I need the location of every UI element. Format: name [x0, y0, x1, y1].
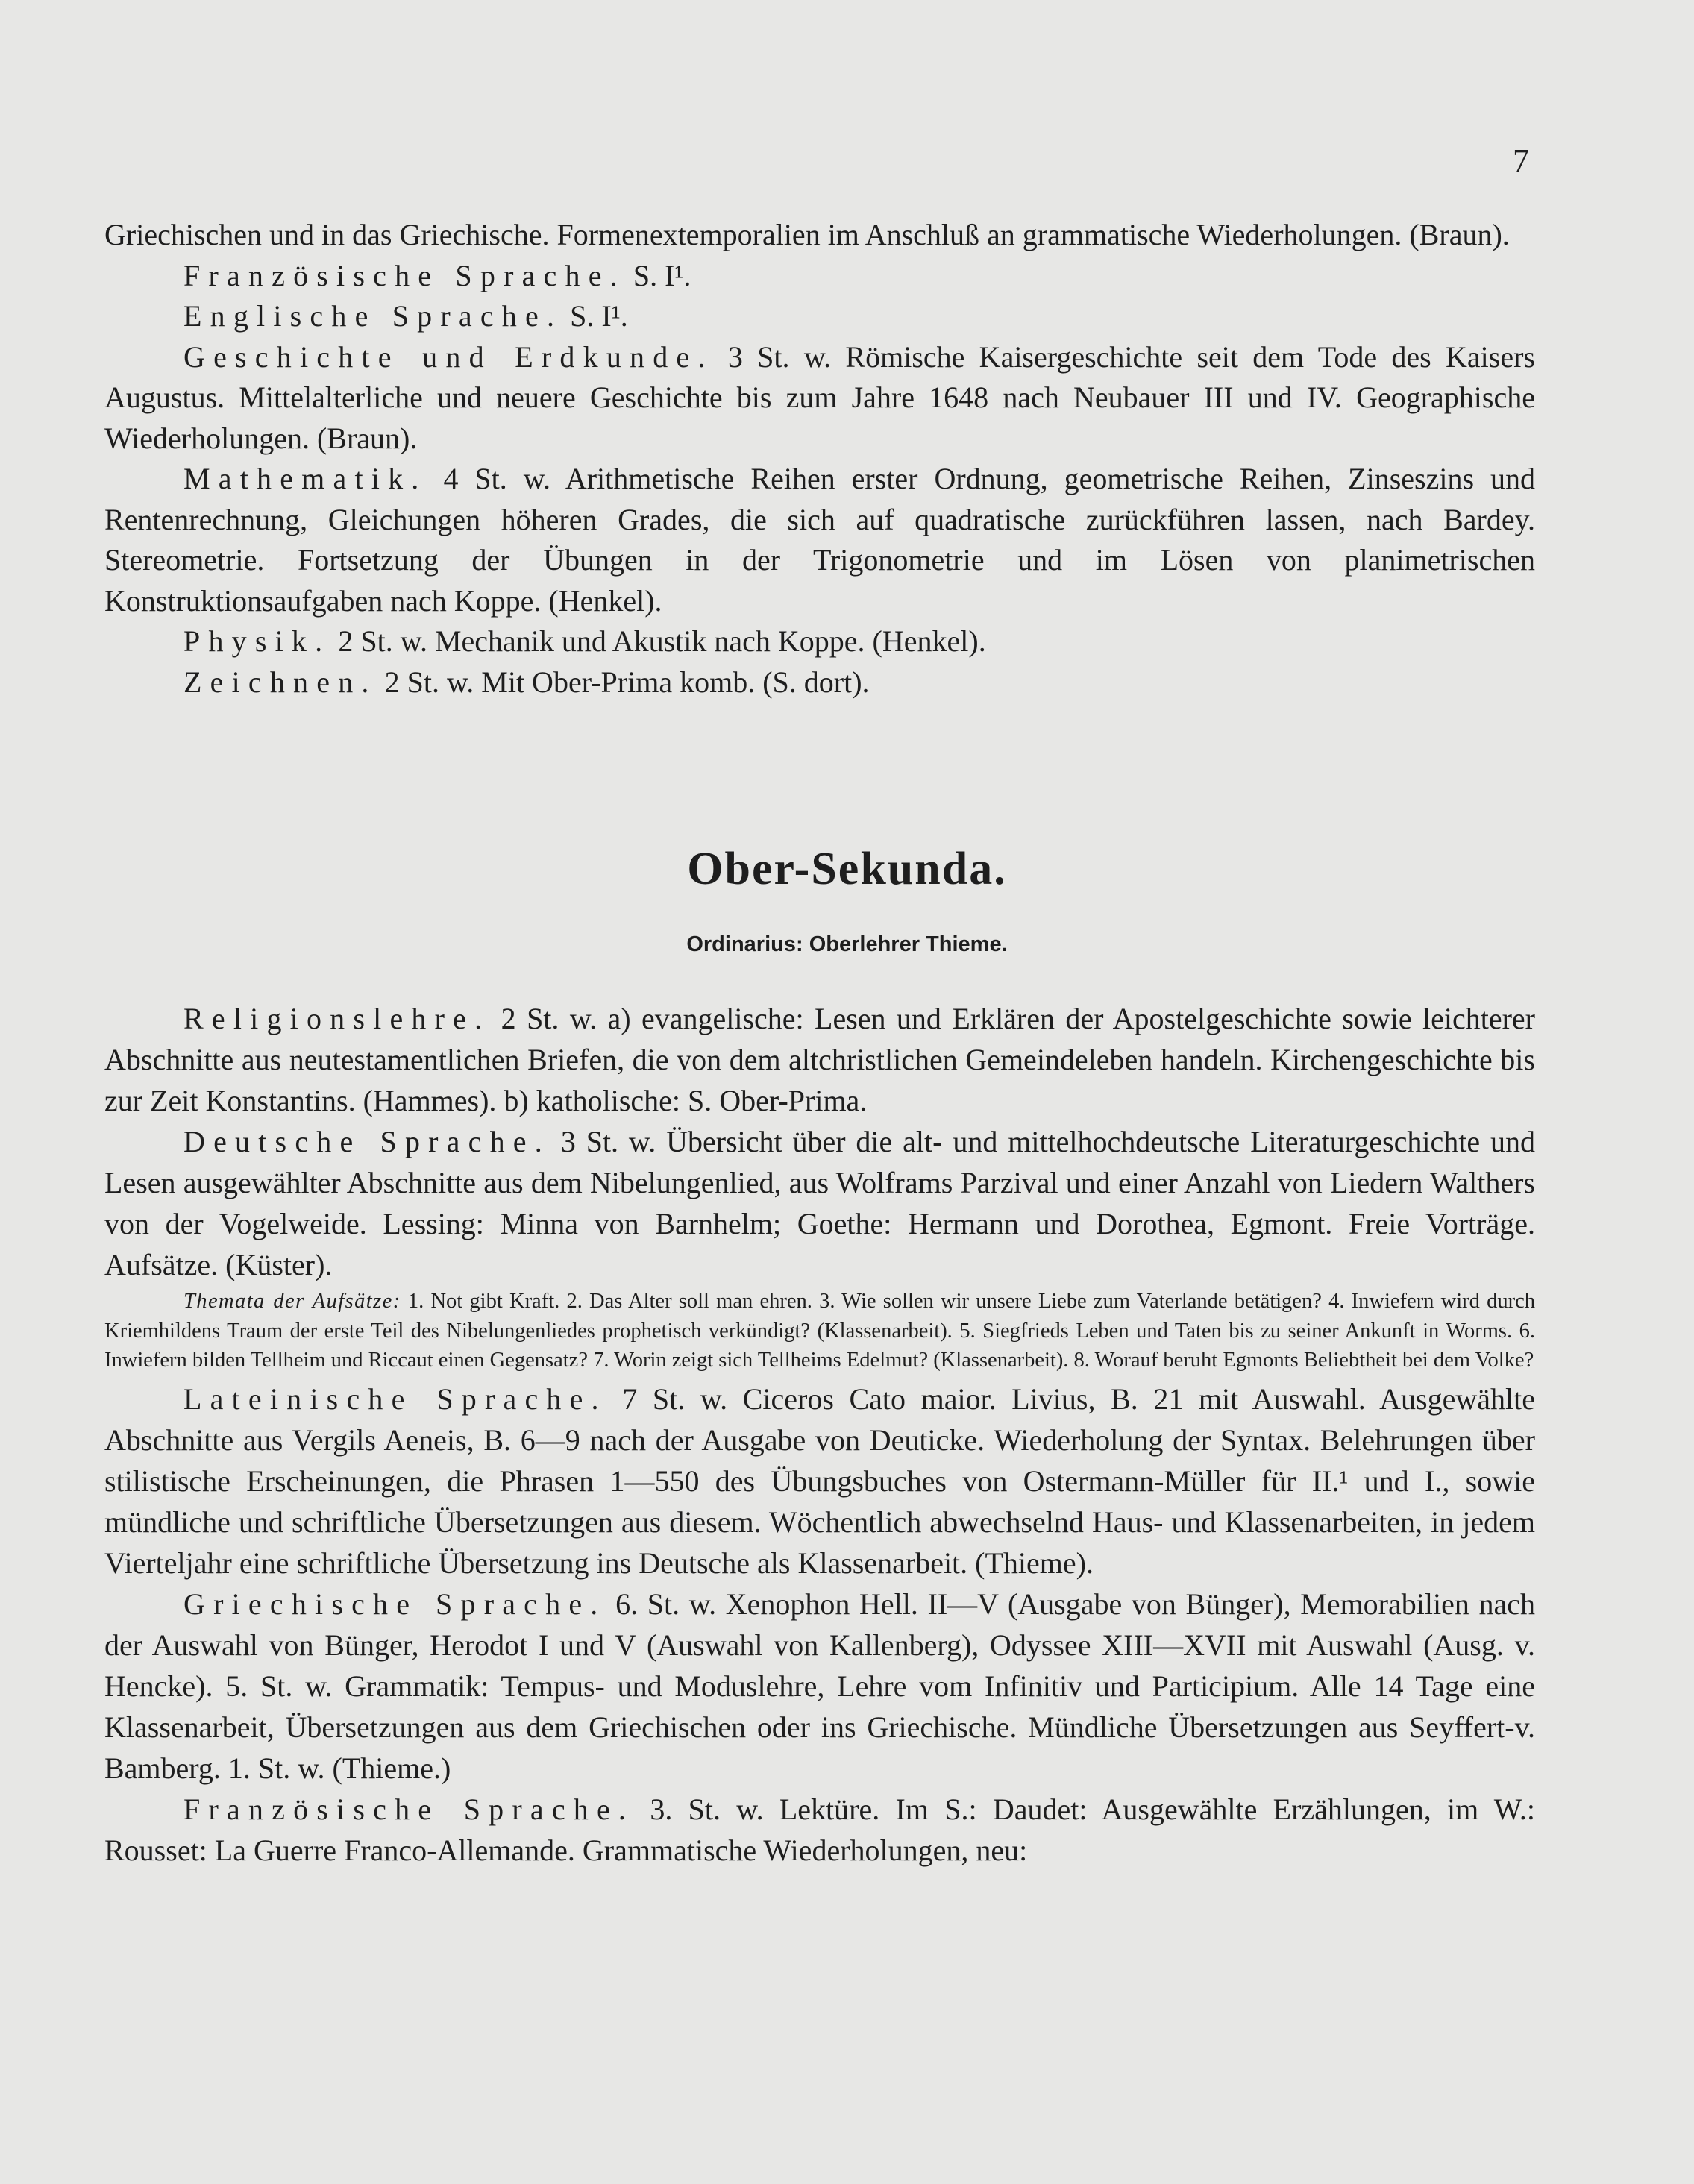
page-number: 7 — [1513, 142, 1529, 179]
subject-label: Physik. — [183, 624, 331, 658]
paragraph-latein — [104, 1378, 1535, 1584]
paragraph-text: 2 St. w. a) evangelische: Lesen und Erklären der Apostelgeschichte sowie leichterer Abschnitte aus neutestamentlichen Briefen, die von dem altchristlichen Gemeindeleben handeln. Kirchengeschichte bis zur Zeit Konstantins. (Hammes). b) katholische: S. Ober-Prima. — [104, 1002, 1535, 1117]
section-heading: Ober-Sekunda. — [687, 844, 1007, 894]
paragraph-text: 7 St. w. Ciceros Cato maior. Livius, B. 21 mit Auswahl. Ausgewählte Abschnitte aus Vergils Aeneis, B. 6—9 nach der Ausgabe von Deuticke. Wiederholung der Syntax. Belehrungen über stilistische Erscheinungen, die Phrasen 1—550 des Übungsbuches von Ostermann-Müller für II.¹ und I., sowie mündliche und schriftliche Übersetzungen aus diesem. Wöchentlich abwechselnd Haus- und Klassenarbeiten, in jedem Vierteljahr eine schriftliche Übersetzung ins Deutsche als Klassenarbeit. (Thieme). — [104, 1381, 1536, 1580]
paragraph-text: 3 St. w. Übersicht über die alt- und mittelhochdeutsche Literaturgeschichte und Lesen ausgewählter Abschnitte aus dem Nibelungenlied, aus Wolframs Parzival und einer Anzahl von Liedern Walthers von der Vogelweide. Lessing: Minna von Barnhelm; Goethe: Hermann und Dorothea, Egmont. Freie Vorträge. Aufsätze. (Küster). — [104, 1125, 1535, 1281]
paragraph-zeichnen — [104, 662, 1535, 703]
paragraph-franzoesisch-2 — [104, 1789, 1535, 1871]
themata-title: Themata der Aufsätze: — [183, 1290, 401, 1313]
themata-text: 1. Not gibt Kraft. 2. Das Alter soll man ehren. 3. Wie sollen wir unsere Liebe zum Vaterlande betätigen? 4. Inwiefern wird durch Kriemhildens Traum der erste Teil des Nibelungenliedes prophetisch verkündigt? (Klassenarbeit). 5. Siegfrieds Leben und Taten bis zu seiner Ankunft in Worms. 6. Inwiefern bilden Tellheim und Riccaut einen Gegensatz? 7. Worin zeigt sich Tellheims Edelmut? (Klassenarbeit). 8. Worauf beruht Egmonts Beliebtheit bei dem Volke? — [104, 1290, 1536, 1372]
paragraph-englisch — [104, 296, 1535, 337]
paragraph-geschichte — [104, 337, 1535, 459]
subject-label: Englische Sprache. — [183, 299, 563, 333]
subject-label: Geschichte und Erdkunde. — [183, 339, 714, 374]
subject-label: Religionslehre. — [183, 1002, 491, 1035]
paragraph-mathematik — [104, 459, 1535, 621]
paragraph-physik — [104, 621, 1535, 662]
text-block-ober-sekunda — [104, 998, 1535, 1871]
ordinarius-line: Ordinarius: Oberlehrer Thieme. — [686, 932, 1008, 956]
paragraph-continuation: Griechischen und in das Griechische. Formenextemporalien im Anschluß an grammatische Wiederholungen. (Braun). — [104, 218, 1510, 251]
paragraph-franzoesisch — [104, 256, 1535, 297]
paragraph-text: S. I¹. — [625, 258, 691, 292]
subject-label: Deutsche Sprache. — [183, 1125, 550, 1158]
paragraph-griechisch — [104, 1584, 1535, 1789]
subject-label: Mathematik. — [183, 462, 427, 495]
subject-label: Griechische Sprache. — [183, 1587, 606, 1621]
paragraph-text: 3. St. w. Lektüre. Im S.: Daudet: Ausgewählte Erzählungen, im W.: Rousset: La Guerre Franco-Allemande. Grammatische Wiederholungen, neu: — [104, 1792, 1536, 1867]
paragraph-deutsch — [104, 1121, 1535, 1285]
paragraph-text: 2 St. w. Mechanik und Akustik nach Koppe. (Henkel). — [330, 624, 986, 658]
themata-list — [104, 1287, 1535, 1375]
subject-label: Zeichnen. — [183, 665, 377, 699]
paragraph-text: 4 St. w. Arithmetische Reihen erster Ordnung, geometrische Reihen, Zinseszins und Rentenrechnung, Gleichungen höheren Grades, die sich auf quadratische zurückführen lassen, nach Bardey. Stereometrie. Fortsetzung der Übungen in der Trigonometrie und im Lösen von planimetrischen Konstruktionsaufgaben nach Koppe. (Henkel). — [104, 462, 1535, 618]
paragraph-religionslehre — [104, 998, 1535, 1121]
subject-label: Französische Sprache. — [183, 258, 626, 292]
subject-label: Französische Sprache. — [183, 1792, 635, 1826]
paragraph-text: 6. St. w. Xenophon Hell. II—V (Ausgabe von Bünger), Memorabilien nach der Auswahl von Bünger, Herodot I und V (Auswahl von Kallenberg), Odyssee XIII—XVII mit Auswahl (Ausg. v. Hencke). 5. St. w. Grammatik: Tempus- und Moduslehre, Lehre vom Infinitiv und Participium. Alle 14 Tage eine Klassenarbeit, Übersetzungen aus dem Griechischen oder ins Griechische. Mündliche Übersetzungen aus Seyffert-v. Bamberg. 1. St. w. (Thieme.) — [104, 1587, 1536, 1785]
paragraph-text: 2 St. w. Mit Ober-Prima komb. (S. dort). — [377, 665, 870, 699]
paragraph-text: 3 St. w. Römische Kaisergeschichte seit dem Tode des Kaisers Augustus. Mittelalterliche und neuere Geschichte bis zum Jahre 1648 nach Neubauer III und IV. Geographische Wiederholungen. (Braun). — [104, 339, 1535, 455]
paragraph-text: S. I¹. — [562, 299, 628, 333]
text-block-top — [104, 215, 1535, 703]
subject-label: Lateinische Sprache. — [183, 1381, 607, 1416]
